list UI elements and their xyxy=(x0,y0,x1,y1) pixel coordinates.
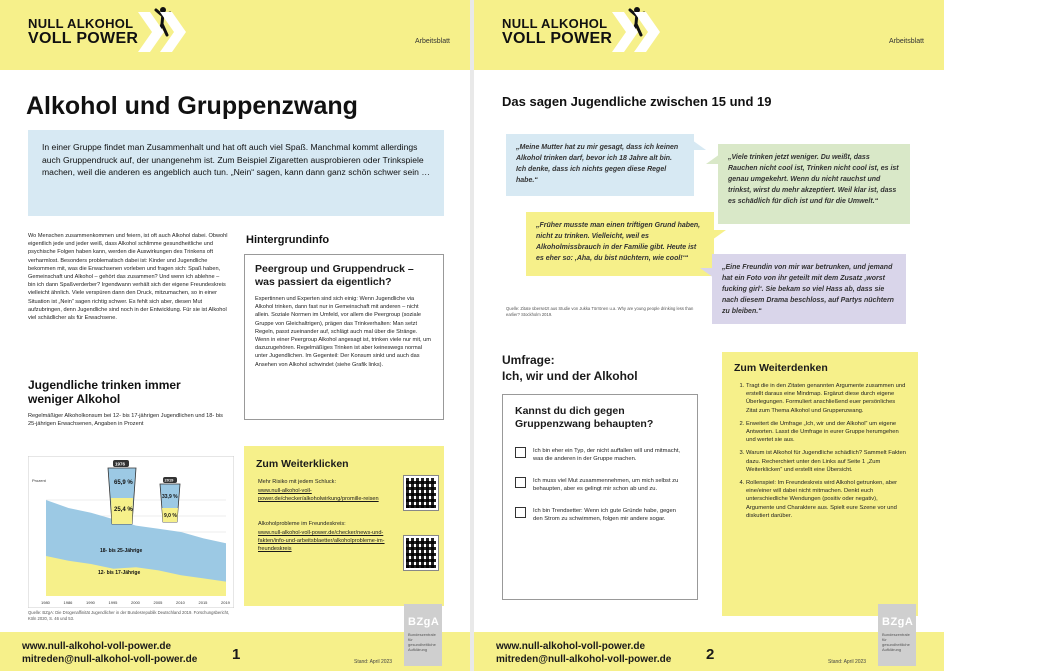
footer-bar xyxy=(0,632,470,671)
body-text-left: Wo Menschen zusammenkommen und feiern, ist oft auch Alkohol dabei. Obwohl eigentlich jede und jeder weiß, dass Alkohol schlimme gesundheitliche und psychische Folgen haben kann, werden die Auswirkungen des Trinkens oft verharmlost. Besonders problematisch dabei ist: Kinder und Jugendliche bekommen mit, was die Erwachsenen vorleben und fragen sich: Spaß haben, Gemeinschaft und Alkohol – gehört das zusammen? Und wenn ich ablehne – bin ich dann Spaßverderber? Irgendwann verhält sich der eigene Freundeskreis vielleicht ähnlich. Viele verspüren dann den Druck, mitzumachen, so in einer Situation ist „Nein“ sagen richtig schwer. Es fehlt sich aber, diesen Mut aufzubringen, denn Jugendliche sind noch in der Entwicklung. Für sie ist Alkohol viel schädlicher als für Erwachsene. xyxy=(28,233,228,322)
x-tick-label: 1995 xyxy=(108,600,118,605)
survey-checkbox[interactable] xyxy=(515,477,526,488)
quote-text: „Meine Mutter hat zu mir gesagt, dass ich keinen Alkohol trinken darf, bevor ich 18 Jahre alt bin. Ich denke, dass ich nichts gegen diese Regel habe.“ xyxy=(516,144,679,184)
glass-bottom-value-1976: 25,4 % xyxy=(114,507,133,513)
x-tick-label: 2000 xyxy=(131,600,140,605)
survey-heading-line2: Ich, wir und der Alkohol xyxy=(502,369,638,383)
footer-email-link[interactable]: mitreden@null-alkohol-voll-power.de xyxy=(496,654,672,665)
survey-option-text: Ich bin Trendsetter: Wenn ich gute Gründe habe, gegen den Strom zu schwimmen, folgen mir andere sogar. xyxy=(533,508,676,522)
chevron-right-icon xyxy=(160,12,186,52)
footer-website-link[interactable]: www.null-alkohol-voll-power.de xyxy=(22,641,172,652)
page-number: 2 xyxy=(706,646,715,663)
logo-line1: NULL ALKOHOL xyxy=(28,16,134,31)
tasks-box xyxy=(722,352,918,616)
logo-line2: VOLL POWER xyxy=(502,30,613,47)
glass-year-2019: 2019 xyxy=(164,477,174,483)
chevron-right-icon xyxy=(634,12,660,52)
bubble-tail xyxy=(700,268,714,278)
survey-option xyxy=(515,447,685,463)
quote-bubble xyxy=(506,134,694,196)
survey-question: Kannst du dich gegen Gruppenzwang behaupten? xyxy=(515,405,654,430)
glass-top-value-2019: 33,9 % xyxy=(162,494,178,500)
survey-heading xyxy=(502,352,638,384)
survey-option-text: Ich bin eher ein Typ, der nicht auffallen will und mitmacht, was die anderen in der Gruppe machen. xyxy=(533,448,681,462)
series-label-adult: 18- bis 25-Jährige xyxy=(100,548,143,554)
task-item: 1. Tragt die in den Zitaten genannten Argumente zusammen und erstellt daraus eine Mindmap. Ergänzt diese durch eigene Überlegungen. Formuliert anschließend euer persönliches Zitat zum Thema Alkohol und Gruppenzwang. xyxy=(746,382,906,415)
info-box xyxy=(244,254,444,420)
bzga-logo-text: BZgA xyxy=(408,616,440,628)
footer-email-link[interactable]: mitreden@null-alkohol-voll-power.de xyxy=(22,654,198,665)
survey-heading-line1: Umfrage: xyxy=(502,353,555,367)
survey-checkbox[interactable] xyxy=(515,507,526,518)
x-tick-label: 1980 xyxy=(41,600,50,605)
link-freundeskreis[interactable]: www.null-alkohol-voll-power.de/checker/news-und-fakten/info-und-arbeitsblaetter/alkoholprobleme-im-freundeskreis xyxy=(258,530,385,553)
quote-bubble xyxy=(712,254,906,324)
bubble-tail xyxy=(692,140,706,150)
beer-glass-1976 xyxy=(108,460,136,524)
quote-source: Quelle: Zitate übersetzt aus Studie von Jukka Törrönen u.a. Why are young people drinking less than earlier? Stockholm 2019. xyxy=(506,306,694,317)
x-tick-label: 1986 xyxy=(63,600,73,605)
info-box-title: Peergroup und Gruppendruck – was passiert da eigentlich? xyxy=(255,263,414,288)
tasks-title: Zum Weiterdenken xyxy=(734,362,828,374)
task-item: 4. Rollenspiel: Im Freundeskreis wird Alkohol getrunken, aber eine/einer will dabei nicht mitmachen. Denkt euch unterschiedliche Wendungen (positiv oder negativ), Argumente und Charaktere aus. Spielt eure Szene vor und diskutiert darüber. xyxy=(746,479,906,520)
logo-line2: VOLL POWER xyxy=(28,30,139,47)
task-item: 3. Warum ist Alkohol für Jugendliche schädlich? Sammelt Fakten dazu. Recherchiert unter den Links auf Seite 1 „Zum Weiterklicken“ und erstellt eine Übersicht. xyxy=(746,449,906,474)
worksheet-page-2 xyxy=(474,0,944,671)
page-title: Alkohol und Gruppenzwang xyxy=(26,92,358,120)
links-box-title: Zum Weiterklicken xyxy=(256,458,349,470)
task-item: 2. Erweitert die Umfrage „Ich, wir und der Alkohol“ um eigene Antworten. Lasst die Umfrage in eurer Gruppe herumgehen und wertet sie aus. xyxy=(746,420,906,445)
bzga-logo-subtext: Bundeszentrale für gesundheitliche Aufklärung xyxy=(882,632,910,652)
footer-website-link[interactable]: www.null-alkohol-voll-power.de xyxy=(496,641,646,652)
info-box-text: Expertinnen und Experten sind sich einig: Wenn Jugendliche via Alkohol trinken, dann fast nur in Gemeinschaft mit anderen – nicht allein. Soziale Normen im Umfeld, vor allem die Peergroup (soziale Gruppe von Gleichaltrigen), prägen das Trinkverhalten: Man setzt Regeln, passt zueinander auf, schlägt auch mal über die Stränge. Wenn in einer Peergroup Alkohol angesagt ist, trinken viele nur mit, um dazuzugehören. Regelmäßiges Trinken ist aber keineswegs normal unter Jugendlichen. Im Gegenteil: Der Konsum sinkt und auch das Ansehen von Alkohol schwindet (siehe Grafik links). xyxy=(255,296,431,368)
glass-year-1976: 1976 xyxy=(115,461,126,467)
survey-option xyxy=(515,477,685,493)
quote-bubble xyxy=(526,212,714,276)
link-promille-reisen[interactable]: www.null-alkohol-voll-power.de/checker/alkoholwirkung/promille-reisen xyxy=(258,488,379,503)
header-bar xyxy=(474,0,944,70)
consumption-chart xyxy=(28,456,234,608)
intro-box: In einer Gruppe findet man Zusammenhalt und hat oft auch viel Spaß. Manchmal kommt allerdings auch Gruppendruck auf, der unangenehm ist. Zum Beispiel Zigaretten ausprobieren oder Trinkspiele machen, weil die anderen es angeblich auch tun. „Nein“ sagen, kann dann ganz schön schwer sein … xyxy=(28,130,444,216)
y-axis-label: Prozent xyxy=(32,478,46,483)
page-number: 1 xyxy=(232,646,241,663)
links-box-text-1: Mehr Risiko mit jedem Schluck: xyxy=(258,479,337,485)
x-tick-label: 2005 xyxy=(153,600,163,605)
survey-checkbox[interactable] xyxy=(515,447,526,458)
section-heading: Jugendliche trinken immer weniger Alkohol xyxy=(28,378,181,406)
survey-box xyxy=(502,394,698,600)
x-tick-label: 2015 xyxy=(198,600,208,605)
tasks-list xyxy=(734,382,906,520)
sheet-label: Arbeitsblatt xyxy=(888,38,924,45)
quote-bubble xyxy=(718,144,910,224)
links-box xyxy=(244,446,444,606)
quote-text: „Früher musste man einen triftigen Grund haben, nicht zu trinken. Vielleicht, weil es Alkoholmissbrauch in der Familie gibt. Heute ist es eher so: ‚Aha, du bist nüchtern, wie cool!‘“ xyxy=(536,222,701,262)
hintergrund-heading: Hintergrundinfo xyxy=(246,234,330,246)
survey-option xyxy=(515,507,685,523)
links-box-text-2: Alkoholprobleme im Freundeskreis: xyxy=(258,521,346,527)
qr-code-icon[interactable] xyxy=(404,476,438,510)
bzga-logo xyxy=(878,604,916,666)
bubble-tail xyxy=(706,154,720,164)
footer-stand: Stand: April 2023 xyxy=(354,659,393,665)
header-bar xyxy=(0,0,470,70)
survey-option-text: Ich muss viel Mut zusammennehmen, um mich selbst zu behaupten, aber es gelingt mir schon ab und zu. xyxy=(533,478,679,492)
beer-glass-2019 xyxy=(160,477,180,522)
bzga-logo-subtext: Bundeszentrale für gesundheitliche Aufklärung xyxy=(408,632,436,652)
chart-caption: Regelmäßiger Alkoholkonsum bei 12- bis 17-jährigen Jugendlichen und 18- bis 25-jährigen Erwachsenen, Angaben in Prozent xyxy=(28,413,223,428)
x-tick-label: 2019 xyxy=(221,600,230,605)
bubble-tail xyxy=(712,230,726,240)
chart-source: Quelle: BZgA: Die Drogenaffinität Jugendlicher in der Bundesrepublik Deutschland 2019. Forschungsbericht, Köln 2020, S. 46 und 53. xyxy=(28,610,230,621)
quote-text: „Viele trinken jetzt weniger. Du weißt, dass Rauchen nicht cool ist, Trinken nicht cool ist, es ist genau umgekehrt. Wenn du nicht rauchst und trinkst, wirst du mehr akzeptiert. Weil klar ist, dass es schädlich für dich ist und für die Umwelt.“ xyxy=(728,154,899,205)
glass-top-value-1976: 65,9 % xyxy=(114,480,133,486)
x-tick-label: 1990 xyxy=(86,600,95,605)
footer-bar xyxy=(474,632,944,671)
bzga-logo-text: BZgA xyxy=(882,616,914,628)
x-tick-label: 2010 xyxy=(176,600,185,605)
footer-stand: Stand: April 2023 xyxy=(828,659,867,665)
glass-bottom-value-2019: 9,0 % xyxy=(164,513,177,519)
page-title: Das sagen Jugendliche zwischen 15 und 19 xyxy=(502,94,772,109)
qr-code-icon[interactable] xyxy=(404,536,438,570)
series-label-youth: 12- bis 17-Jährige xyxy=(98,570,141,576)
worksheet-page-1 xyxy=(0,0,470,671)
quote-text: „Eine Freundin von mir war betrunken, und jemand hat ein Foto von ihr geteilt mit dem Zusatz ‚worst fucking girl‘. Sie bekam so viel Hass ab, dass sie nach diesem Drama beschloss, auf Partys nüchtern zu bleiben.“ xyxy=(722,264,894,315)
logo-line1: NULL ALKOHOL xyxy=(502,16,608,31)
bzga-logo xyxy=(404,604,442,666)
sheet-label: Arbeitsblatt xyxy=(414,38,450,45)
